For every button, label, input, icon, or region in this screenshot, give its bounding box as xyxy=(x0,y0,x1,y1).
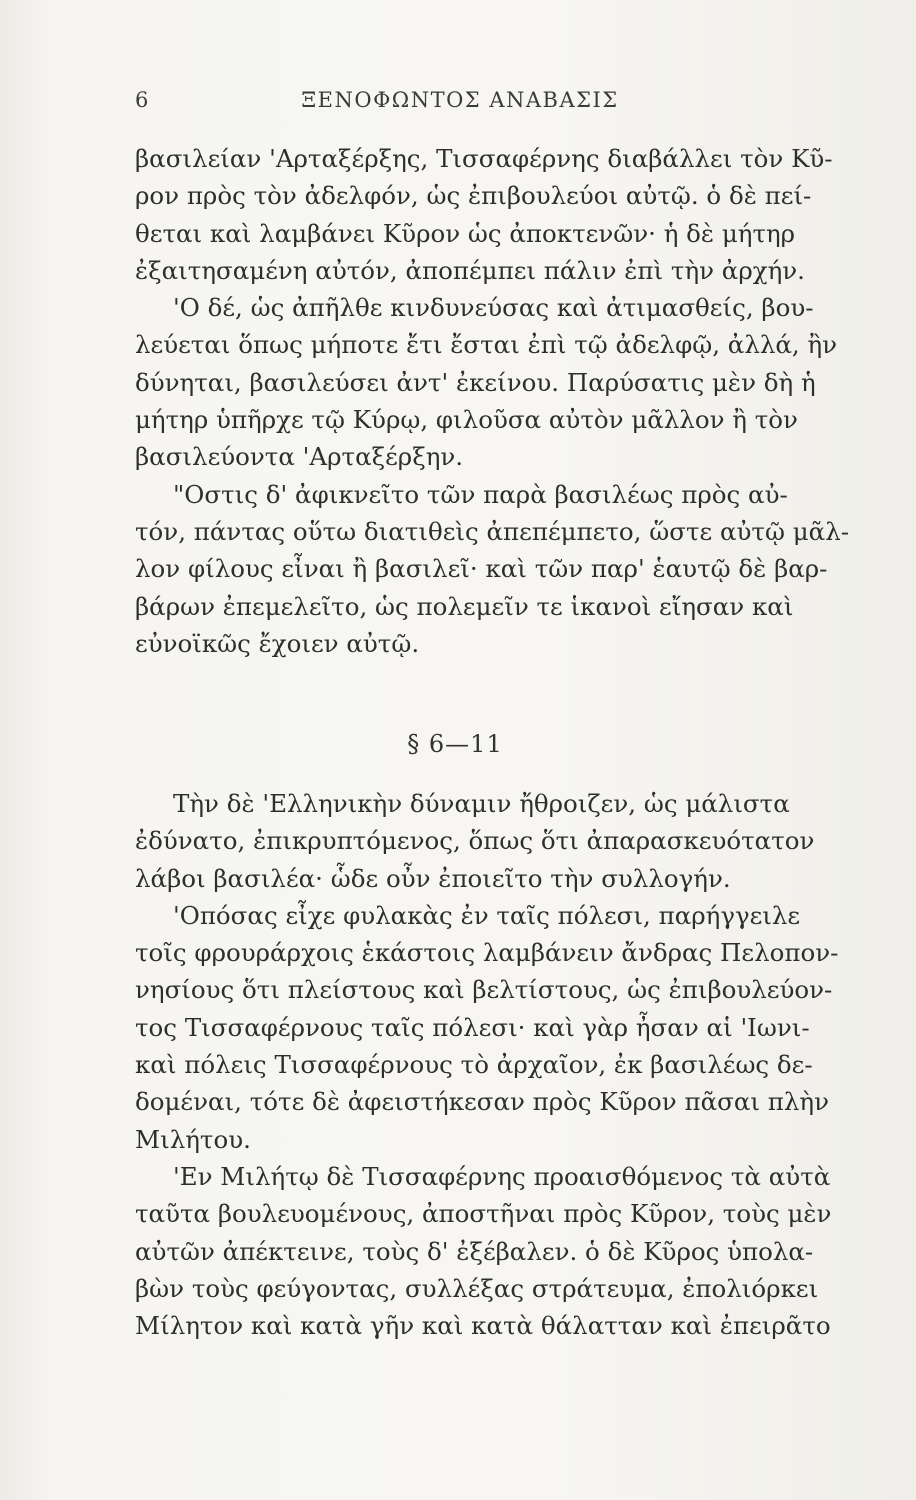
text-line: ἐξαιτησαμένη αὐτόν, ἀποπέμπει πάλιν ἐπὶ τὴν ἀρχήν. xyxy=(135,255,805,285)
page-number: 6 xyxy=(135,88,150,112)
text-line: τοῖς φρουράρχοις ἑκάστοις λαμβάνειν ἄνδρας Πελοπον- xyxy=(135,938,839,968)
text-line: δομέναι, τότε δὲ ἀφειστήκεσαν πρὸς Κῦρον πᾶσαι πλὴν xyxy=(135,1087,829,1117)
text-line: 'Ο δέ, ὡς ἀπῆλθε κινδυνεύσας καὶ ἀτιμασθείς, βου- xyxy=(173,293,814,323)
text-line: αὐτῶν ἀπέκτεινε, τοὺς δ' ἐξέβαλεν. ὁ δὲ Κῦρος ὑπολα- xyxy=(135,1236,814,1266)
text-line: εὐνοϊκῶς ἔχοιεν αὐτῷ. xyxy=(135,628,420,658)
text-line: νησίους ὅτι πλείστους καὶ βελτίστους, ὡς ἐπιβουλεύον- xyxy=(135,975,833,1005)
text-line: 'Οπόσας εἶχε φυλακὰς ἐν ταῖς πόλεσι, παρήγγειλε xyxy=(173,900,801,930)
text-line: τόν, πάντας οὕτω διατιθεὶς ἀπεπέμπετο, ὥστε αὐτῷ μᾶλ- xyxy=(135,516,850,546)
text-line: δύνηται, βασιλεύσει ἀντ' ἐκείνου. Παρύσατις μὲν δὴ ἡ xyxy=(135,367,816,397)
text-line: Μιλήτου. xyxy=(135,1124,251,1154)
text-line: ρον πρὸς τὸν ἀδελφόν, ὡς ἐπιβουλεύοι αὐτῷ. ὁ δὲ πεί- xyxy=(135,181,812,211)
text-line: λεύεται ὅπως μήποτε ἔτι ἔσται ἐπὶ τῷ ἀδελφῷ, ἀλλά, ἢν xyxy=(135,330,838,360)
text-line: βασιλείαν 'Αρταξέρξης, Τισσαφέρνης διαβάλλει τὸν Κῦ- xyxy=(135,144,833,173)
text-line: ταῦτα βουλευομένους, ἀποστῆναι πρὸς Κῦρον, τοὺς μὲν xyxy=(135,1199,832,1229)
page-header xyxy=(135,88,785,118)
text-line: Μίλητον καὶ κατὰ γῆν καὶ κατὰ θάλατταν καὶ ἐπειρᾶτο xyxy=(135,1311,831,1341)
text-line: βασιλεύοντα 'Αρταξέρξην. xyxy=(135,442,464,472)
text-line: βάρων ἐπεμελεῖτο, ὡς πολεμεῖν τε ἱκανοὶ εἴησαν καὶ xyxy=(135,591,794,621)
paragraph-block-2 xyxy=(135,785,905,1344)
text-line: λον φίλους εἶναι ἢ βασιλεῖ· καὶ τῶν παρ' ἑαυτῷ δὲ βαρ- xyxy=(135,554,828,584)
text-line: Τὴν δὲ 'Ελληνικὴν δύναμιν ἤθροιζεν, ὡς μάλιστα xyxy=(173,789,790,818)
text-line: ἐδύνατο, ἐπικρυπτόμενος, ὅπως ὅτι ἀπαρασκευότατον xyxy=(135,826,815,856)
text-line: θεται καὶ λαμβάνει Κῦρον ὡς ἀποκτενῶν· ἡ δὲ μήτηρ xyxy=(135,218,796,248)
text-line: βὼν τοὺς φεύγοντας, συλλέξας στράτευμα, ἐπολιόρκει xyxy=(135,1273,819,1303)
text-line: μήτηρ ὑπῆρχε τῷ Κύρῳ, φιλοῦσα αὐτὸν μᾶλλον ἢ τὸν xyxy=(135,405,798,435)
text-line: λάβοι βασιλέα· ὧδε οὖν ἐποιεῖτο τὴν συλλογήν. xyxy=(135,863,731,893)
running-title: ΞΕΝΟΦΩΝΤΟΣ ΑΝΑΒΑΣΙΣ xyxy=(301,88,619,112)
section-heading: § 6—11 xyxy=(407,730,503,758)
text-line: τος Τισσαφέρνους ταῖς πόλεσι· καὶ γὰρ ἦσαν αἱ 'Ιωνι- xyxy=(135,1012,810,1042)
paragraph-block-1 xyxy=(135,140,905,662)
text-line: 'Εν Μιλήτῳ δὲ Τισσαφέρνης προαισθόμενος τὰ αὐτὰ xyxy=(173,1161,831,1191)
text-line: "Οστις δ' ἀφικνεῖτο τῶν παρὰ βασιλέως πρὸς αὐ- xyxy=(173,479,788,509)
text-line: καὶ πόλεις Τισσαφέρνους τὸ ἀρχαῖον, ἐκ βασιλέως δε- xyxy=(135,1050,813,1080)
